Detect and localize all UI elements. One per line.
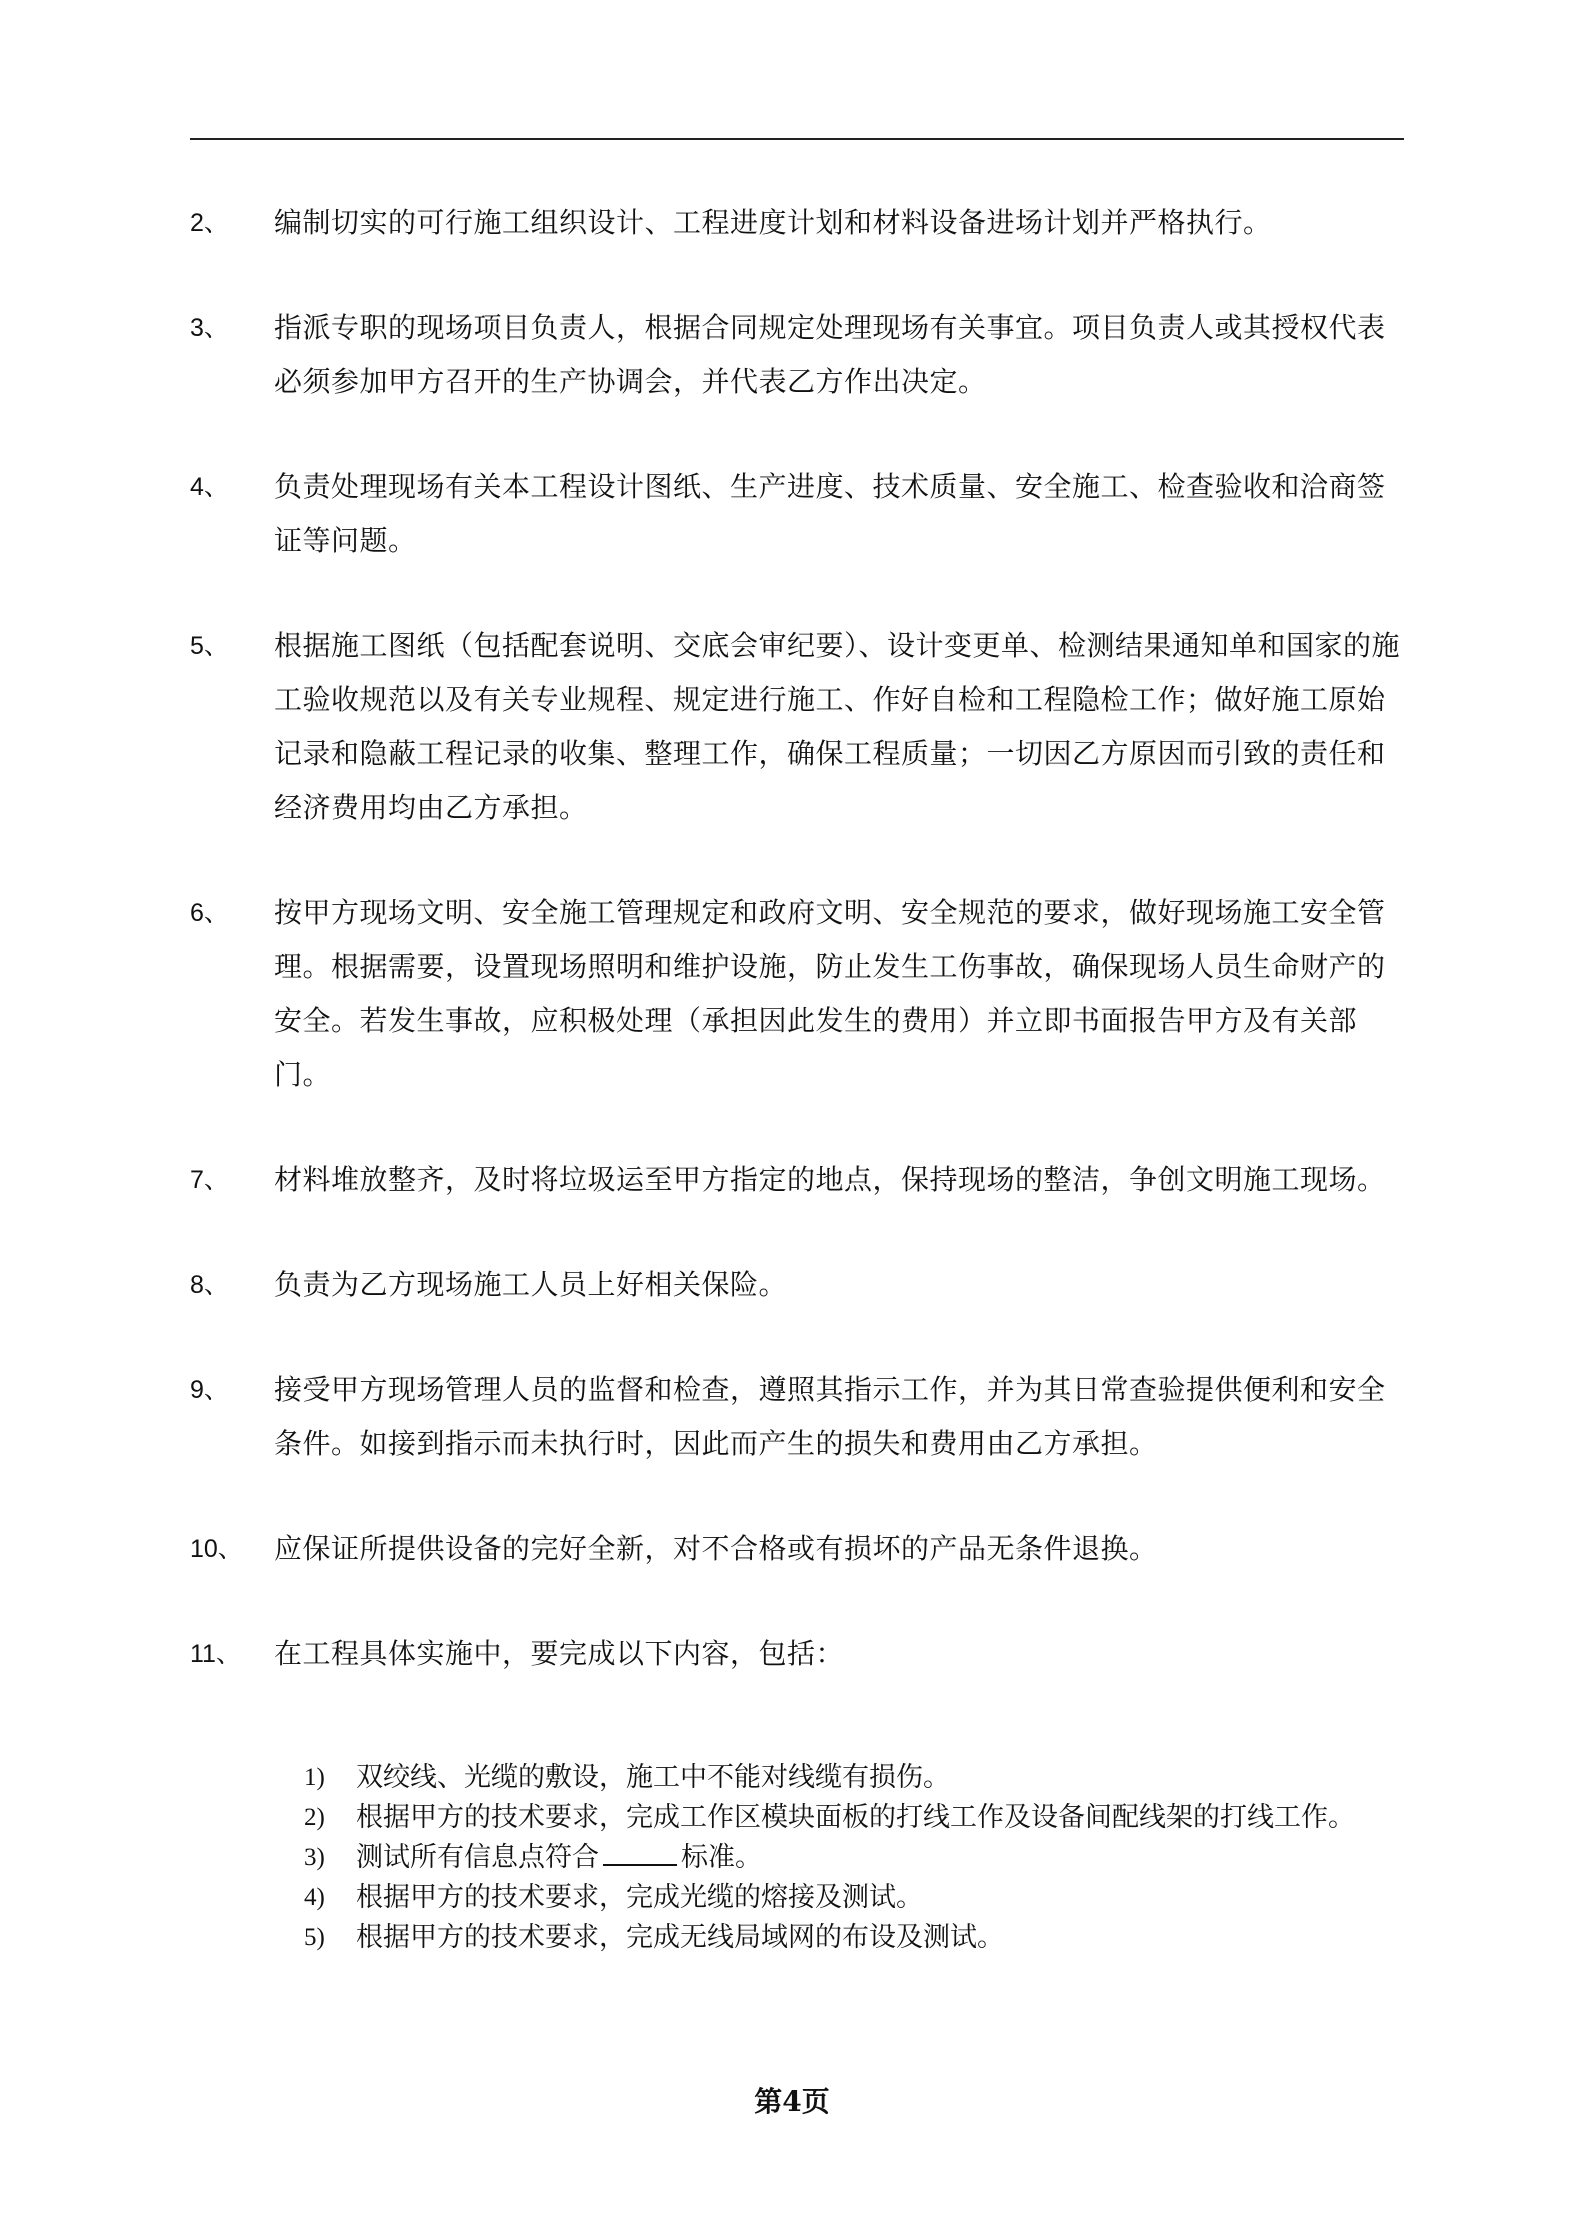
clause-number: 2、 bbox=[190, 209, 229, 237]
clause-item bbox=[190, 886, 1404, 1102]
subitem bbox=[304, 1798, 1404, 1838]
subitem-text: 根据甲方的技术要求，完成光缆的熔接及测试。 bbox=[356, 1882, 923, 1913]
clause-number: 5、 bbox=[190, 632, 229, 660]
clause-number: 7、 bbox=[190, 1166, 229, 1194]
subitem-number: 1) bbox=[304, 1764, 325, 1791]
header-rule bbox=[190, 138, 1404, 140]
subitem-text bbox=[356, 1838, 1404, 1878]
clause-text: 应保证所提供设备的完好全新，对不合格或有损坏的产品无条件退换。 bbox=[274, 1532, 1158, 1565]
clause-number: 10、 bbox=[190, 1535, 243, 1563]
subitem-list bbox=[304, 1758, 1404, 1958]
clause-number: 9、 bbox=[190, 1376, 229, 1404]
clause-text: 按甲方现场文明、安全施工管理规定和政府文明、安全规范的要求，做好现场施工安全管理。根据需要，设置现场照明和维护设施，防止发生工伤事故，确保现场人员生命财产的安全。若发生事故，应积极处理（承担因此发生的费用）并立即书面报告甲方及有关部门。 bbox=[274, 896, 1386, 1091]
clause-text: 负责为乙方现场施工人员上好相关保险。 bbox=[274, 1268, 788, 1301]
clause-item bbox=[190, 301, 1404, 409]
clause-number: 11、 bbox=[190, 1640, 241, 1668]
clause-item bbox=[190, 1627, 1404, 1681]
subitem bbox=[304, 1878, 1404, 1918]
subitem-text: 根据甲方的技术要求，完成无线局域网的布设及测试。 bbox=[356, 1922, 1004, 1953]
subitem bbox=[304, 1838, 1404, 1878]
clause-text: 负责处理现场有关本工程设计图纸、生产进度、技术质量、安全施工、检查验收和洽商签证等问题。 bbox=[274, 470, 1386, 557]
clause-list bbox=[190, 196, 1404, 1732]
clause-number: 4、 bbox=[190, 473, 229, 501]
clause-text: 材料堆放整齐，及时将垃圾运至甲方指定的地点，保持现场的整洁，争创文明施工现场。 bbox=[274, 1163, 1386, 1196]
clause-number: 6、 bbox=[190, 899, 229, 927]
clause-text: 根据施工图纸（包括配套说明、交底会审纪要）、设计变更单、检测结果通知单和国家的施工验收规范以及有关专业规程、规定进行施工、作好自检和工程隐检工作；做好施工原始记录和隐蔽工程记录的收集、整理工作，确保工程质量；一切因乙方原因而引致的责任和经济费用均由乙方承担。 bbox=[274, 629, 1401, 824]
subitem-text: 根据甲方的技术要求，完成工作区模块面板的打线工作及设备间配线架的打线工作。 bbox=[356, 1802, 1355, 1833]
clause-item bbox=[190, 1153, 1404, 1207]
clause-item bbox=[190, 1363, 1404, 1471]
clause-number: 8、 bbox=[190, 1271, 229, 1299]
clause-item bbox=[190, 1522, 1404, 1576]
clause-item bbox=[190, 460, 1404, 568]
subitem-number: 2) bbox=[304, 1804, 325, 1831]
clause-text: 接受甲方现场管理人员的监督和检查，遵照其指示工作，并为其日常查验提供便利和安全条件。如接到指示而未执行时，因此而产生的损失和费用由乙方承担。 bbox=[274, 1373, 1386, 1460]
subitem-text-before: 测试所有信息点符合 bbox=[356, 1842, 599, 1873]
clause-item bbox=[190, 196, 1404, 250]
clause-text: 在工程具体实施中，要完成以下内容，包括： bbox=[274, 1637, 845, 1670]
subitem-text: 双绞线、光缆的敷设，施工中不能对线缆有损伤。 bbox=[356, 1762, 950, 1793]
subitem-number: 5) bbox=[304, 1924, 325, 1951]
clause-text: 编制切实的可行施工组织设计、工程进度计划和材料设备进场计划并严格执行。 bbox=[274, 206, 1272, 239]
clause-item bbox=[190, 1258, 1404, 1312]
subitem-number: 4) bbox=[304, 1884, 325, 1911]
subitem-text-after: 标准。 bbox=[681, 1842, 762, 1873]
subitem bbox=[304, 1758, 1404, 1798]
clause-number: 3、 bbox=[190, 314, 229, 342]
fill-in-blank bbox=[603, 1840, 677, 1866]
page-number: 第4页 bbox=[754, 2085, 830, 2118]
clause-item bbox=[190, 619, 1404, 835]
subitem-number: 3) bbox=[304, 1844, 325, 1871]
subitem bbox=[304, 1918, 1404, 1958]
clause-text: 指派专职的现场项目负责人，根据合同规定处理现场有关事宜。项目负责人或其授权代表必须参加甲方召开的生产协调会，并代表乙方作出决定。 bbox=[274, 311, 1386, 398]
